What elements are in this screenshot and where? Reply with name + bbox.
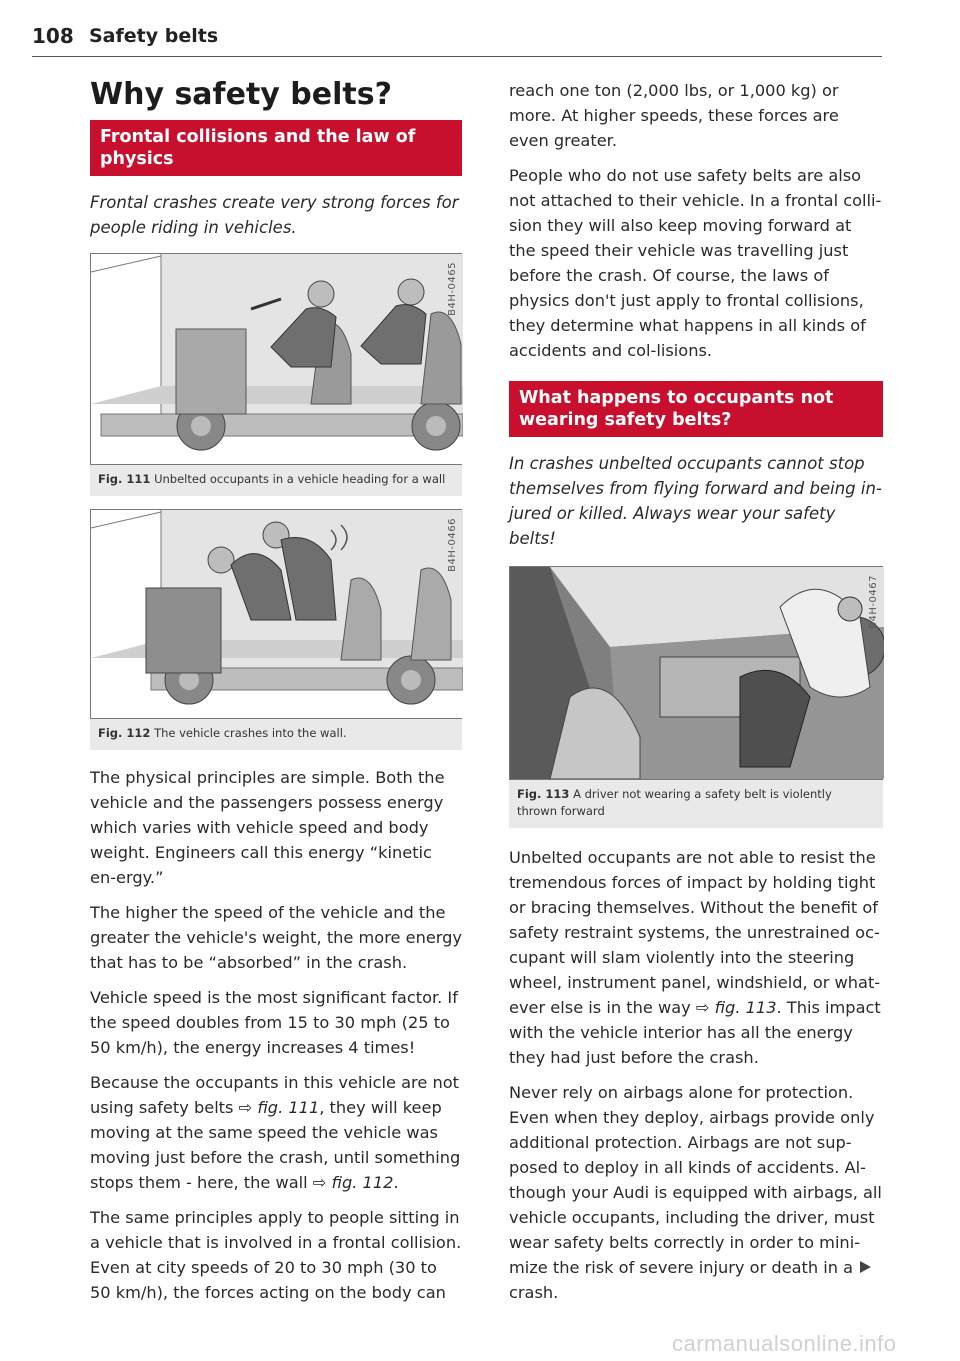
figure-reference-113[interactable]: ⇨ fig. 113 bbox=[695, 998, 777, 1017]
figure-112-illustration bbox=[90, 509, 462, 719]
figure-112 bbox=[90, 509, 462, 750]
paragraph-not-attached: People who do not use safety belts are also not attached to their vehicle. In a frontal colli-sion they will also keep moving forward at the speed their vehicle was travelling just before the crash. Of course, the laws of physics don't just apply to frontal collisions, they determine what happens in all kinds of accidents and col-lisions. bbox=[509, 166, 882, 360]
page-header bbox=[32, 22, 882, 57]
running-title: Safety belts bbox=[89, 25, 219, 47]
paragraph-cannot-resist bbox=[509, 845, 883, 1070]
text-run: . bbox=[393, 1173, 399, 1192]
right-column bbox=[509, 78, 883, 1315]
intro-text: Frontal crashes create very strong forces for people riding in vehicles. bbox=[90, 193, 459, 237]
figure-113-caption bbox=[509, 780, 883, 828]
figure-112-code: B4H-0466 bbox=[447, 518, 458, 572]
figure-112-label: Fig. 112 bbox=[98, 726, 151, 740]
figure-113 bbox=[509, 566, 883, 828]
page-title: Why safety belts? bbox=[90, 77, 392, 112]
figure-111-illustration bbox=[90, 253, 462, 465]
text-run: , they will keep moving at the same speed the vehicle was moving just before the crash, until something stops them - here, the wall bbox=[90, 1098, 461, 1192]
figure-112-caption bbox=[90, 719, 462, 750]
figure-reference-112[interactable]: ⇨ fig. 112 bbox=[312, 1173, 394, 1192]
unbelted-occupants-illustration bbox=[91, 254, 463, 464]
figure-111-label: Fig. 111 bbox=[98, 472, 151, 486]
figure-111 bbox=[90, 253, 462, 496]
figure-113-label: Fig. 113 bbox=[517, 787, 570, 801]
paragraph-unbelted-occupants bbox=[90, 1070, 462, 1195]
figure-113-caption-text: A driver not wearing a safety belt is violently thrown forward bbox=[517, 787, 832, 818]
watermark: carmanualsonline.info bbox=[672, 1331, 897, 1356]
page-number: 108 bbox=[32, 24, 74, 48]
left-column bbox=[90, 78, 462, 1315]
paragraph-speed-weight: The higher the speed of the vehicle and the greater the vehicle's weight, the more energy that has to be “absorbed” in the crash. bbox=[90, 903, 463, 972]
figure-113-illustration bbox=[509, 566, 883, 780]
right-body bbox=[509, 845, 883, 1305]
triangle-right-icon bbox=[860, 1261, 871, 1273]
paragraph-kinetic-energy: The physical principles are simple. Both the vehicle and the passengers possess energy which varies with vehicle speed and body weight. Engineers call this energy “kinetic en-ergy.” bbox=[90, 768, 445, 887]
paragraph-airbags: Never rely on airbags alone for protection. Even when they deploy, airbags provide only additional protection. Airbags are not sup-posed to deploy in all kinds of accidents. Al-though your Audi is equipped with airbags, all vehicle occupants, including the driver, must wear safety belts correctly in order to mini-mize the risk of severe injury or death in a crash. bbox=[509, 1083, 882, 1302]
figure-reference-111[interactable]: ⇨ fig. 111 bbox=[238, 1098, 320, 1117]
vehicle-crash-illustration bbox=[91, 510, 463, 718]
section-heading-not-wearing: What happens to occupants not wearing safety belts? bbox=[509, 381, 883, 437]
text-run: Unbelted occupants are not able to resist the tremendous forces of impact by holding tight or bracing themselves. Without the benefit of safety restraint systems, the unrestrained oc-cupant will slam violently into the steering wheel, instrument panel, windshield, or what-ever else is in the way bbox=[509, 848, 881, 1017]
left-body bbox=[90, 765, 462, 1305]
text-run: Because the occupants in this vehicle are not using safety belts bbox=[90, 1073, 459, 1117]
section-heading-frontal-collisions: Frontal collisions and the law of physics bbox=[90, 120, 462, 176]
figure-111-caption bbox=[90, 465, 462, 496]
paragraph-vehicle-speed: Vehicle speed is the most significant factor. If the speed doubles from 15 to 30 mph (25 to 50 km/h), the energy increases 4 times! bbox=[90, 988, 458, 1057]
paragraph-one-ton: reach one ton (2,000 lbs, or 1,000 kg) or more. At higher speeds, these forces are even greater. bbox=[509, 81, 839, 150]
figure-111-caption-text: Unbelted occupants in a vehicle heading for a wall bbox=[150, 472, 446, 486]
paragraph-frontal-collision: The same principles apply to people sitting in a vehicle that is involved in a frontal collision. Even at city speeds of 20 to 30 mph (30 to 50 km/h), the forces acting on the body can bbox=[90, 1208, 462, 1302]
text-run: . This impact with the vehicle interior has all the energy they had just before the crash. bbox=[509, 998, 881, 1067]
driver-thrown-forward-illustration bbox=[510, 567, 884, 779]
figure-111-code: B4H-0465 bbox=[447, 262, 458, 316]
figure-113-code: B4H-0467 bbox=[868, 575, 879, 629]
figure-112-caption-text: The vehicle crashes into the wall. bbox=[150, 726, 347, 740]
intro-text-unbelted: In crashes unbelted occupants cannot stop themselves from flying forward and being in-jured or killed. Always wear your safety belts! bbox=[509, 454, 882, 548]
